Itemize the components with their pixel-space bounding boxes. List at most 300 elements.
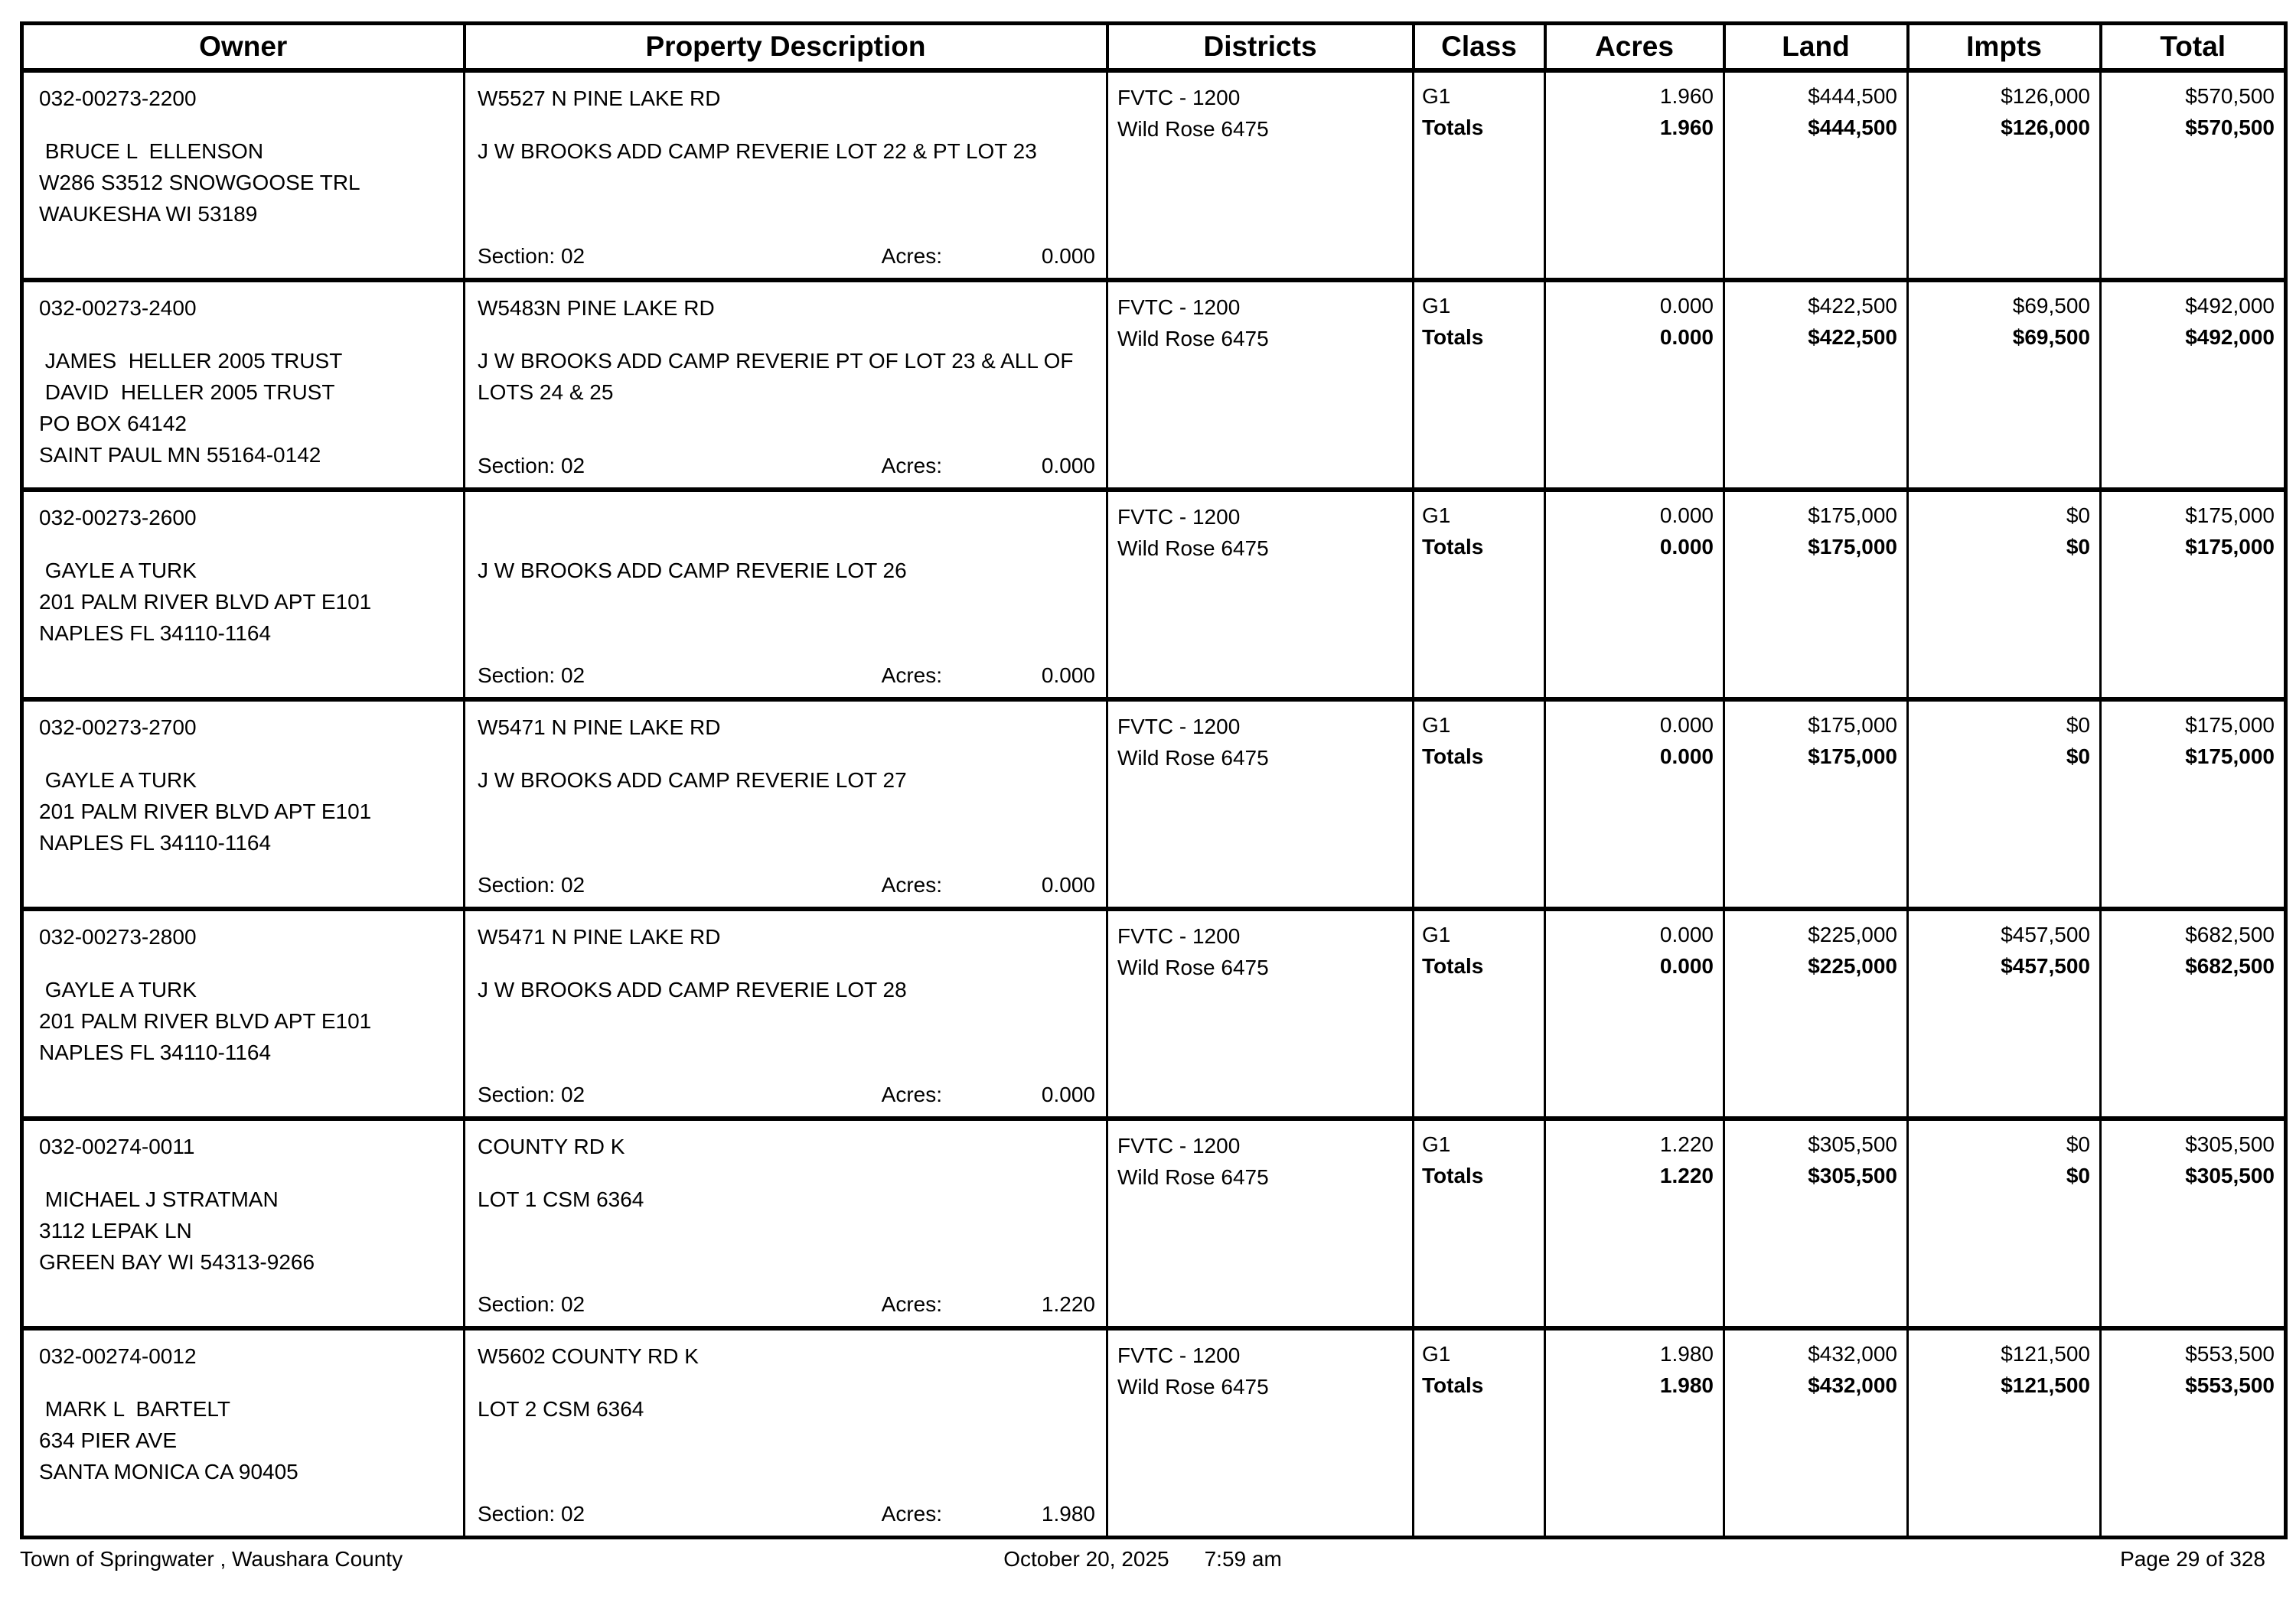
acres-value: 0.000 [1041,1083,1095,1106]
total-cell-inner [2102,1331,2284,1401]
districts-cell [1107,280,1414,490]
acres-label: Acres: [881,1083,942,1106]
totals-total-value: $570,500 [2185,116,2275,139]
owner-line: NAPLES FL 34110-1164 [39,1041,272,1064]
total-cell [2101,909,2286,1119]
class-impts-value: $0 [2066,1132,2090,1156]
acres-cell-inner [1546,492,1723,562]
acres-label: Acres: [881,1292,942,1316]
totals-total-value: $175,000 [2185,744,2275,768]
impts-cell-inner [1909,1331,2099,1401]
district-line: Wild Rose 6475 [1117,536,1269,560]
owner-cell [22,490,465,699]
totals-total-value: $492,000 [2185,325,2275,349]
section-label: Section: 02 [478,454,585,477]
acres-group [882,1081,1095,1109]
parcel-id: 032-00274-0011 [39,1135,195,1158]
owner-line: NAPLES FL 34110-1164 [39,621,272,645]
district-list [1108,492,1412,564]
owner-address-block [24,135,463,230]
section-acres-line [478,452,1095,480]
totals-label: Totals [1422,325,1484,349]
impts-cell [1908,70,2101,280]
owner-line: DAVID HELLER 2005 TRUST [39,380,335,404]
total-cell-inner [2102,492,2284,562]
land-cell [1724,1328,1908,1538]
class-code: G1 [1422,84,1451,108]
impts-cell [1908,490,2101,699]
owner-line: SANTA MONICA CA 90405 [39,1460,298,1484]
parcel-id: 032-00273-2800 [39,925,197,949]
district-line: Wild Rose 6475 [1117,1165,1269,1189]
district-line: FVTC - 1200 [1117,1134,1241,1158]
districts-cell [1107,490,1414,699]
class-total-value: $175,000 [2185,713,2275,737]
table-row [22,909,2286,1119]
class-impts-value: $69,500 [2012,294,2090,318]
district-line: Wild Rose 6475 [1117,117,1269,141]
owner-line: W286 S3512 SNOWGOOSE TRL [39,171,360,194]
district-list [1108,1121,1412,1193]
district-list [1108,73,1412,145]
owner-line: GAYLE A TURK [39,768,197,792]
acres-cell [1545,1119,1724,1328]
property-description-cell [465,280,1107,490]
district-line: Wild Rose 6475 [1117,1375,1269,1399]
acres-value: 0.000 [1041,663,1095,687]
totals-acres-value: 0.000 [1659,954,1714,978]
legal-description-line: J W BROOKS ADD CAMP REVERIE LOT 27 [478,768,907,792]
class-land-value: $422,500 [1808,294,1897,318]
acres-cell-inner [1546,702,1723,772]
class-cell-inner [1414,73,1544,143]
class-code: G1 [1422,1342,1451,1366]
class-impts-value: $126,000 [2001,84,2090,108]
totals-acres-value: 1.980 [1659,1373,1714,1397]
total-cell-inner [2102,702,2284,772]
section-acres-line [478,1500,1095,1528]
acres-label: Acres: [881,454,942,477]
totals-label: Totals [1422,954,1484,978]
owner-line: PO BOX 64142 [39,412,188,435]
totals-impts-value: $0 [2066,1164,2090,1187]
land-cell-inner [1725,282,1906,353]
land-cell [1724,490,1908,699]
owner-cell [22,70,465,280]
acres-cell-inner [1546,1331,1723,1401]
column-header-acres: Acres [1545,24,1724,71]
property-description-inner [465,911,1106,1116]
table-row [22,490,2286,699]
owner-line: 201 PALM RIVER BLVD APT E101 [39,800,372,823]
property-description-inner [465,492,1106,697]
total-cell [2101,280,2286,490]
class-cell-inner [1414,282,1544,353]
class-cell-inner [1414,911,1544,982]
column-header-property-description: Property Description [465,24,1107,71]
property-address: W5471 N PINE LAKE RD [478,715,721,739]
class-total-value: $570,500 [2185,84,2275,108]
districts-cell [1107,70,1414,280]
acres-cell-inner [1546,911,1723,982]
property-address: W5527 N PINE LAKE RD [478,86,721,110]
legal-description [465,345,1106,408]
district-list [1108,1331,1412,1402]
class-cell-inner [1414,1331,1544,1401]
owner-cell [22,280,465,490]
total-cell [2101,1328,2286,1538]
class-cell-inner [1414,702,1544,772]
district-line: FVTC - 1200 [1117,295,1241,319]
footer-municipality: Town of Springwater , Waushara County [20,1547,403,1571]
parcel-id: 032-00273-2700 [39,715,197,739]
owner-address-block [24,1184,463,1278]
table-body [22,70,2286,1538]
table-row [22,70,2286,280]
district-list [1108,911,1412,983]
class-cell [1414,280,1545,490]
parcel-id: 032-00273-2400 [39,296,197,320]
legal-description-line: J W BROOKS ADD CAMP REVERIE LOT 26 [478,559,907,582]
acres-group [882,452,1095,480]
property-address: COUNTY RD K [478,1135,625,1158]
totals-land-value: $422,500 [1808,325,1897,349]
owner-line: NAPLES FL 34110-1164 [39,831,272,855]
owner-line: GAYLE A TURK [39,978,197,1002]
property-description-cell [465,699,1107,909]
acres-cell [1545,909,1724,1119]
property-description-inner [465,702,1106,907]
total-cell-inner [2102,282,2284,353]
district-list [1108,702,1412,774]
acres-label: Acres: [881,873,942,897]
property-address [465,492,1106,532]
property-address: W5483N PINE LAKE RD [478,296,715,320]
acres-label: Acres: [881,244,942,268]
acres-cell-inner [1546,73,1723,143]
owner-cell [22,699,465,909]
total-cell-inner [2102,1121,2284,1191]
legal-description-line: J W BROOKS ADD CAMP REVERIE LOT 28 [478,978,907,1002]
district-list [1108,282,1412,354]
acres-group [882,243,1095,270]
totals-acres-value: 0.000 [1659,744,1714,768]
totals-total-value: $682,500 [2185,954,2275,978]
class-acres-value: 0.000 [1659,923,1714,946]
legal-description-line: J W BROOKS ADD CAMP REVERIE PT OF LOT 23 & ALL OF [478,349,1074,373]
totals-land-value: $175,000 [1808,535,1897,559]
land-cell [1724,1119,1908,1328]
district-line: Wild Rose 6475 [1117,746,1269,770]
column-header-land: Land [1724,24,1908,71]
acres-cell [1545,280,1724,490]
acres-cell-inner [1546,282,1723,353]
legal-description [465,974,1106,1005]
class-land-value: $175,000 [1808,503,1897,527]
property-address: W5602 COUNTY RD K [478,1344,699,1368]
section-acres-line [478,662,1095,689]
acres-label: Acres: [881,1502,942,1526]
district-line: Wild Rose 6475 [1117,956,1269,979]
legal-description [465,555,1106,586]
legal-description [465,1184,1106,1215]
totals-land-value: $175,000 [1808,744,1897,768]
footer-page-number: Page 29 of 328 [2120,1547,2266,1571]
acres-group [882,1500,1095,1528]
districts-cell [1107,909,1414,1119]
districts-cell [1107,699,1414,909]
class-acres-value: 0.000 [1659,503,1714,527]
land-cell [1724,70,1908,280]
impts-cell-inner [1909,911,2099,982]
land-cell [1724,909,1908,1119]
totals-label: Totals [1422,1164,1484,1187]
class-impts-value: $0 [2066,713,2090,737]
totals-land-value: $305,500 [1808,1164,1897,1187]
legal-description-line: LOT 1 CSM 6364 [478,1187,644,1211]
land-cell-inner [1725,702,1906,772]
impts-cell [1908,909,2101,1119]
property-description-cell [465,490,1107,699]
district-line: FVTC - 1200 [1117,924,1241,948]
total-cell-inner [2102,911,2284,982]
total-cell-inner [2102,73,2284,143]
totals-impts-value: $121,500 [2001,1373,2090,1397]
class-acres-value: 1.220 [1659,1132,1714,1156]
column-header-class: Class [1414,24,1545,71]
land-cell-inner [1725,911,1906,982]
section-label: Section: 02 [478,1502,585,1526]
owner-address-block [24,1393,463,1487]
totals-land-value: $225,000 [1808,954,1897,978]
parcel-id: 032-00273-2600 [39,506,197,529]
totals-acres-value: 0.000 [1659,535,1714,559]
acres-cell [1545,1328,1724,1538]
table-row [22,699,2286,909]
parcel-id: 032-00273-2200 [39,86,197,110]
legal-description [465,1393,1106,1425]
parcel-id: 032-00274-0012 [39,1344,197,1368]
property-description-cell [465,1119,1107,1328]
class-cell [1414,909,1545,1119]
totals-impts-value: $0 [2066,535,2090,559]
acres-group [882,1291,1095,1318]
owner-address-block [24,345,463,471]
acres-group [882,871,1095,899]
totals-impts-value: $457,500 [2001,954,2090,978]
impts-cell [1908,1328,2101,1538]
class-impts-value: $457,500 [2001,923,2090,946]
class-land-value: $225,000 [1808,923,1897,946]
footer-date: October 20, 2025 [1003,1547,1169,1571]
total-cell [2101,699,2286,909]
property-description-cell [465,70,1107,280]
totals-impts-value: $0 [2066,744,2090,768]
totals-total-value: $175,000 [2185,535,2275,559]
impts-cell [1908,1119,2101,1328]
table-header [22,24,2286,71]
class-code: G1 [1422,713,1451,737]
property-address: W5471 N PINE LAKE RD [478,925,721,949]
owner-address-block [24,764,463,858]
class-impts-value: $0 [2066,503,2090,527]
owner-address-block [24,974,463,1068]
totals-total-value: $553,500 [2185,1373,2275,1397]
owner-cell [22,1328,465,1538]
class-land-value: $444,500 [1808,84,1897,108]
section-acres-line [478,1081,1095,1109]
footer-time: 7:59 am [1204,1547,1282,1571]
impts-cell-inner [1909,702,2099,772]
owner-line: MICHAEL J STRATMAN [39,1187,279,1211]
property-description-inner [465,1121,1106,1326]
acres-value: 0.000 [1041,873,1095,897]
totals-acres-value: 0.000 [1659,325,1714,349]
impts-cell [1908,280,2101,490]
owner-address-block [24,555,463,649]
class-code: G1 [1422,1132,1451,1156]
owner-line: JAMES HELLER 2005 TRUST [39,349,343,373]
land-cell-inner [1725,73,1906,143]
district-line: Wild Rose 6475 [1117,327,1269,350]
owner-line: 201 PALM RIVER BLVD APT E101 [39,590,372,614]
class-land-value: $432,000 [1808,1342,1897,1366]
acres-cell-inner [1546,1121,1723,1191]
owner-line: GAYLE A TURK [39,559,197,582]
legal-description [465,135,1106,167]
class-total-value: $492,000 [2185,294,2275,318]
total-cell [2101,70,2286,280]
acres-value: 0.000 [1041,244,1095,268]
district-line: FVTC - 1200 [1117,505,1241,529]
section-acres-line [478,1291,1095,1318]
property-description-cell [465,1328,1107,1538]
land-cell [1724,699,1908,909]
district-line: FVTC - 1200 [1117,86,1241,109]
assessment-table [20,21,2288,1539]
owner-line: 634 PIER AVE [39,1428,178,1452]
section-acres-line [478,243,1095,270]
class-code: G1 [1422,294,1451,318]
class-code: G1 [1422,923,1451,946]
acres-cell [1545,70,1724,280]
legal-description-line: LOT 2 CSM 6364 [478,1397,644,1421]
land-cell-inner [1725,492,1906,562]
class-cell-inner [1414,492,1544,562]
property-description-cell [465,909,1107,1119]
column-header-total: Total [2101,24,2286,71]
totals-land-value: $432,000 [1808,1373,1897,1397]
impts-cell [1908,699,2101,909]
owner-line: 201 PALM RIVER BLVD APT E101 [39,1009,372,1033]
table-row [22,1328,2286,1538]
owner-cell [22,909,465,1119]
owner-line: GREEN BAY WI 54313-9266 [39,1250,315,1274]
districts-cell [1107,1328,1414,1538]
owner-line: WAUKESHA WI 53189 [39,202,258,226]
impts-cell-inner [1909,1121,2099,1191]
section-label: Section: 02 [478,1083,585,1106]
section-label: Section: 02 [478,244,585,268]
totals-label: Totals [1422,116,1484,139]
class-acres-value: 1.960 [1659,84,1714,108]
acres-label: Acres: [881,663,942,687]
class-acres-value: 1.980 [1659,1342,1714,1366]
owner-line: SAINT PAUL MN 55164-0142 [39,443,321,467]
land-cell [1724,280,1908,490]
land-cell-inner [1725,1331,1906,1401]
acres-cell [1545,699,1724,909]
districts-cell [1107,1119,1414,1328]
class-total-value: $682,500 [2185,923,2275,946]
totals-land-value: $444,500 [1808,116,1897,139]
acres-value: 0.000 [1041,454,1095,477]
impts-cell-inner [1909,492,2099,562]
class-total-value: $305,500 [2185,1132,2275,1156]
acres-group [882,662,1095,689]
table-row [22,280,2286,490]
property-description-inner [465,73,1106,278]
table-row [22,1119,2286,1328]
impts-cell-inner [1909,73,2099,143]
class-cell [1414,1119,1545,1328]
totals-acres-value: 1.220 [1659,1164,1714,1187]
property-description-inner [465,282,1106,487]
district-line: FVTC - 1200 [1117,715,1241,738]
totals-acres-value: 1.960 [1659,116,1714,139]
class-total-value: $553,500 [2185,1342,2275,1366]
page-footer [20,1547,2265,1572]
legal-description [465,764,1106,796]
acres-value: 1.220 [1041,1292,1095,1316]
section-acres-line [478,871,1095,899]
section-label: Section: 02 [478,873,585,897]
section-label: Section: 02 [478,1292,585,1316]
class-acres-value: 0.000 [1659,713,1714,737]
total-cell [2101,490,2286,699]
footer-datetime [1003,1547,1282,1572]
class-land-value: $305,500 [1808,1132,1897,1156]
class-code: G1 [1422,503,1451,527]
class-impts-value: $121,500 [2001,1342,2090,1366]
legal-description-line: LOTS 24 & 25 [478,380,614,404]
class-cell-inner [1414,1121,1544,1191]
totals-label: Totals [1422,744,1484,768]
totals-impts-value: $126,000 [2001,116,2090,139]
legal-description-line: J W BROOKS ADD CAMP REVERIE LOT 22 & PT LOT 23 [478,139,1037,163]
acres-cell [1545,490,1724,699]
class-cell [1414,1328,1545,1538]
column-header-impts: Impts [1908,24,2101,71]
impts-cell-inner [1909,282,2099,353]
owner-line: MARK L BARTELT [39,1397,230,1421]
total-cell [2101,1119,2286,1328]
column-header-owner: Owner [22,24,465,71]
totals-total-value: $305,500 [2185,1164,2275,1187]
column-header-districts: Districts [1107,24,1414,71]
owner-cell [22,1119,465,1328]
class-cell [1414,70,1545,280]
class-land-value: $175,000 [1808,713,1897,737]
acres-value: 1.980 [1041,1502,1095,1526]
totals-label: Totals [1422,535,1484,559]
class-cell [1414,699,1545,909]
class-total-value: $175,000 [2185,503,2275,527]
totals-impts-value: $69,500 [2012,325,2090,349]
section-label: Section: 02 [478,663,585,687]
district-line: FVTC - 1200 [1117,1344,1241,1367]
property-description-inner [465,1331,1106,1536]
